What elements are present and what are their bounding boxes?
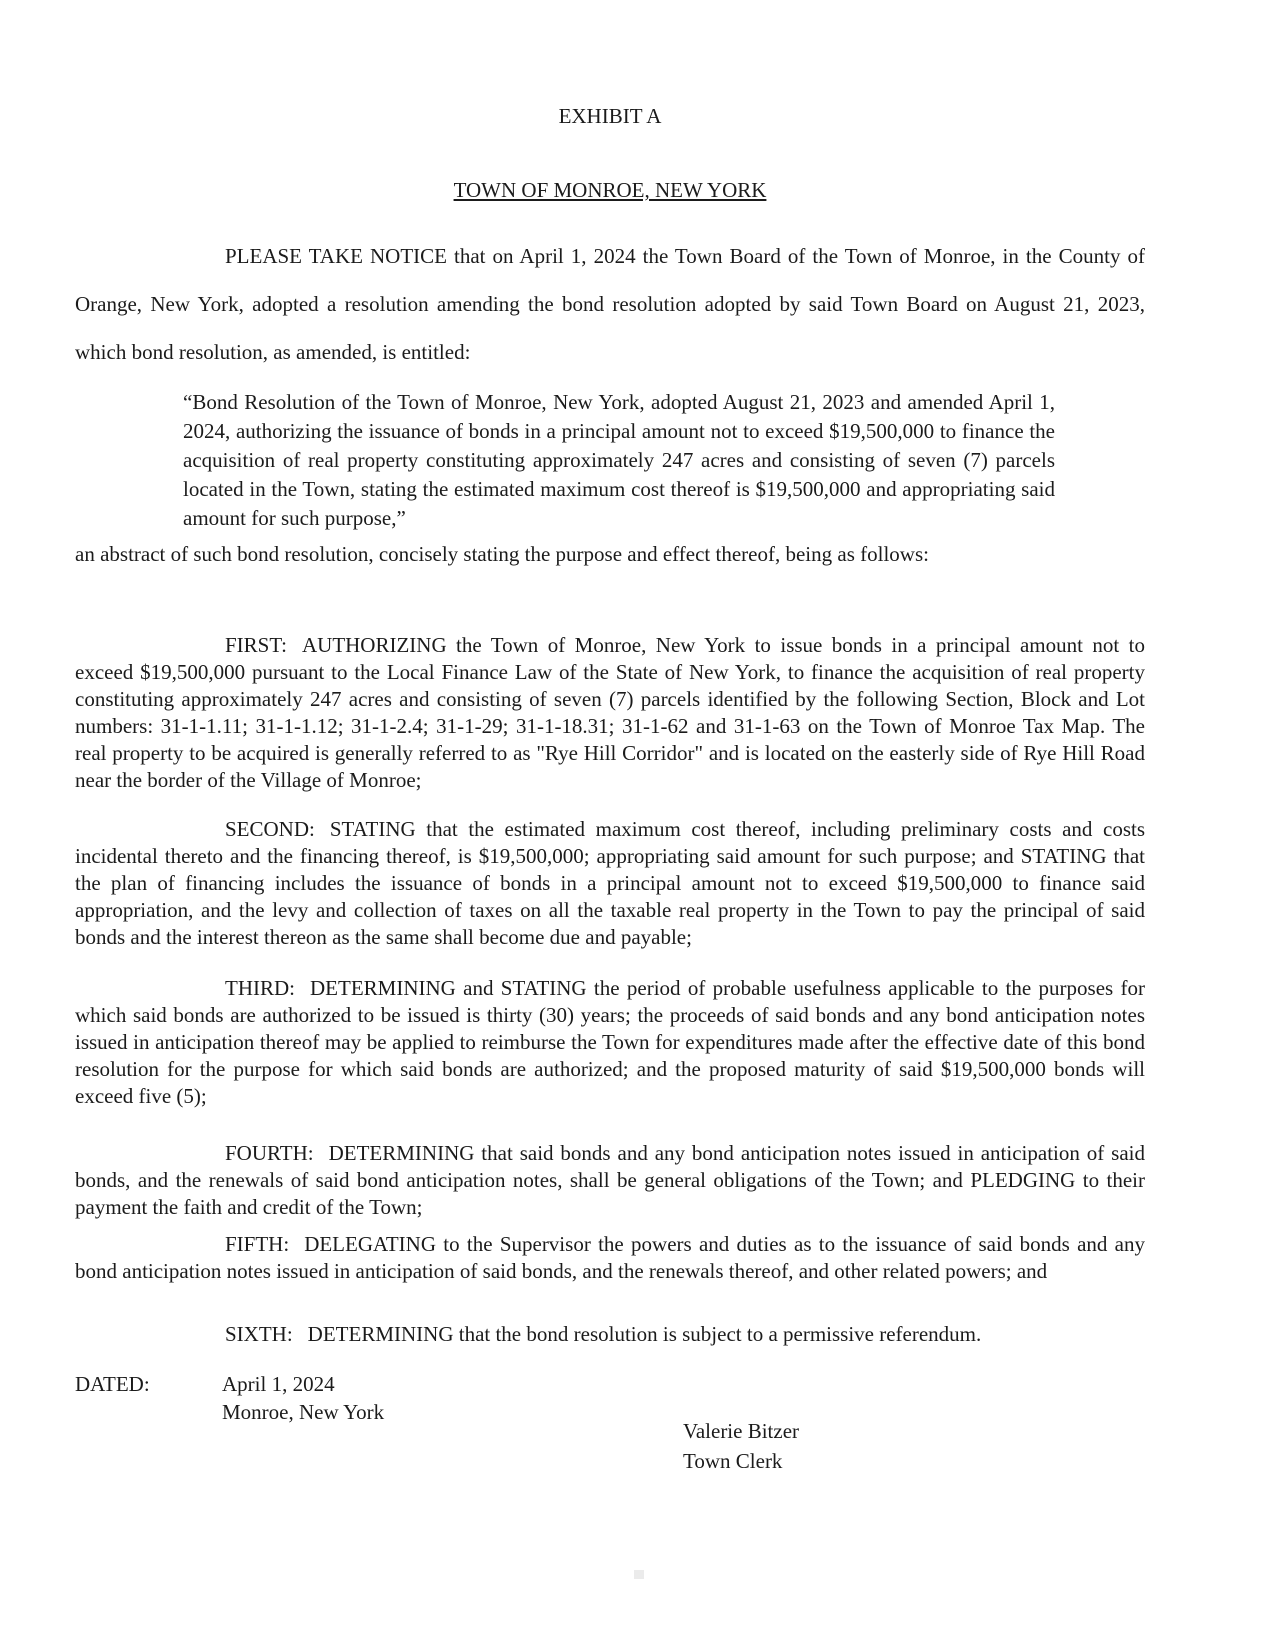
intro-paragraph: PLEASE TAKE NOTICE that on April 1, 2024 the Town Board of the Town of Monroe, in the County of Orange, New York, adopted a resolution amending the bond resolution adopted by said Town Board on August 21, 2023, which bond resolution, as amended, is entitled: [75,244,1145,364]
dated-date: April 1, 2024 [222,1372,335,1396]
section-label-first: FIRST: [225,633,287,657]
section-text-third: DETERMINING and STATING the period of probable usefulness applicable to the purposes for which said bonds are authorized to be issued is thirty (30) years; the proceeds of said bonds and any bond anticipation notes issued in anticipation thereof may be applied to reimburse the Town for expenditures made after the effective date of this bond resolution for the purpose for which said bonds are authorized; and the proposed maturity of said $19,500,000 bonds will exceed five (5); [75,976,1145,1108]
signatory-name: Valerie Bitzer [683,1419,800,1443]
section-paragraph-first [75,632,1145,794]
section-paragraph-second [75,816,1145,951]
document-body [75,0,1145,1476]
section-label-sixth: SIXTH: [225,1322,293,1346]
section-paragraph-third [75,975,1145,1110]
section-text-second: STATING that the estimated maximum cost thereof, including preliminary costs and costs incidental thereto and the financing thereof, is $19,500,000; appropriating said amount for such purpose; and STATING that the plan of financing includes the issuance of bonds in a principal amount not to exceed $19,500,000 to finance said appropriation, and the levy and collection of taxes on all the taxable real property in the Town to pay the principal of said bonds and the interest thereon as the same shall become due and payable; [75,817,1145,949]
dated-place: Monroe, New York [222,1400,385,1424]
abstract-line: an abstract of such bond resolution, concisely stating the purpose and effect thereof, being as follows: [75,542,929,566]
dated-values [222,1370,384,1426]
dated-label: DATED: [75,1372,150,1396]
section-text-sixth: DETERMINING that the bond resolution is subject to a permissive referendum. [307,1322,982,1346]
section-paragraph-fourth [75,1140,1145,1221]
section-label-third: THIRD: [225,976,295,1000]
document-title [75,178,1145,202]
exhibit-label: EXHIBIT A [558,104,662,128]
section-label-fifth: FIFTH: [225,1232,290,1256]
document-title-text: TOWN OF MONROE, NEW YORK [453,178,767,202]
signature-block [683,1416,1145,1476]
resolution-title-quote: “Bond Resolution of the Town of Monroe, New York, adopted August 21, 2023 and amended April 1, 2024, authorizing the issuance of bonds in a principal amount not to exceed $19,500,000 to finance the acquisition of real property constituting approximately 247 acres and consisting of seven (7) parcels located in the Town, stating the estimated maximum cost thereof is $19,500,000 and appropriating said amount for such purpose,” [183,390,1055,530]
signatory-title: Town Clerk [683,1449,783,1473]
section-text-first: AUTHORIZING the Town of Monroe, New York to issue bonds in a principal amount not to exceed $19,500,000 pursuant to the Local Finance Law of the State of New York, to finance the acquisition of real property constituting approximately 247 acres and consisting of seven (7) parcels identified by the following Section, Block and Lot numbers: 31-1-1.11; 31-1-1.12; 31-1-2.4; 31-1-29; 31-1-18.31; 31-1-62 and 31-1-63 on the Town of Monroe Tax Map. The real property to be acquired is generally referred to as "Rye Hill Corridor" and is located on the easterly side of Rye Hill Road near the border of the Village of Monroe; [75,633,1145,792]
section-label-second: SECOND: [225,817,315,841]
section-text-fifth: DELEGATING to the Supervisor the powers and duties as to the issuance of said bonds and any bond anticipation notes issued in anticipation of said bonds, and the renewals thereof, and other related powers; and [75,1232,1145,1283]
section-paragraph-sixth [75,1321,1145,1348]
scan-artifact [634,1570,644,1579]
section-label-fourth: FOURTH: [225,1141,314,1165]
section-text-fourth: DETERMINING that said bonds and any bond anticipation notes issued in anticipation of said bonds, and the renewals of said bond anticipation notes, shall be general obligations of the Town; and PLEDGING to their payment the faith and credit of the Town; [75,1141,1145,1219]
section-paragraph-fifth [75,1231,1145,1285]
